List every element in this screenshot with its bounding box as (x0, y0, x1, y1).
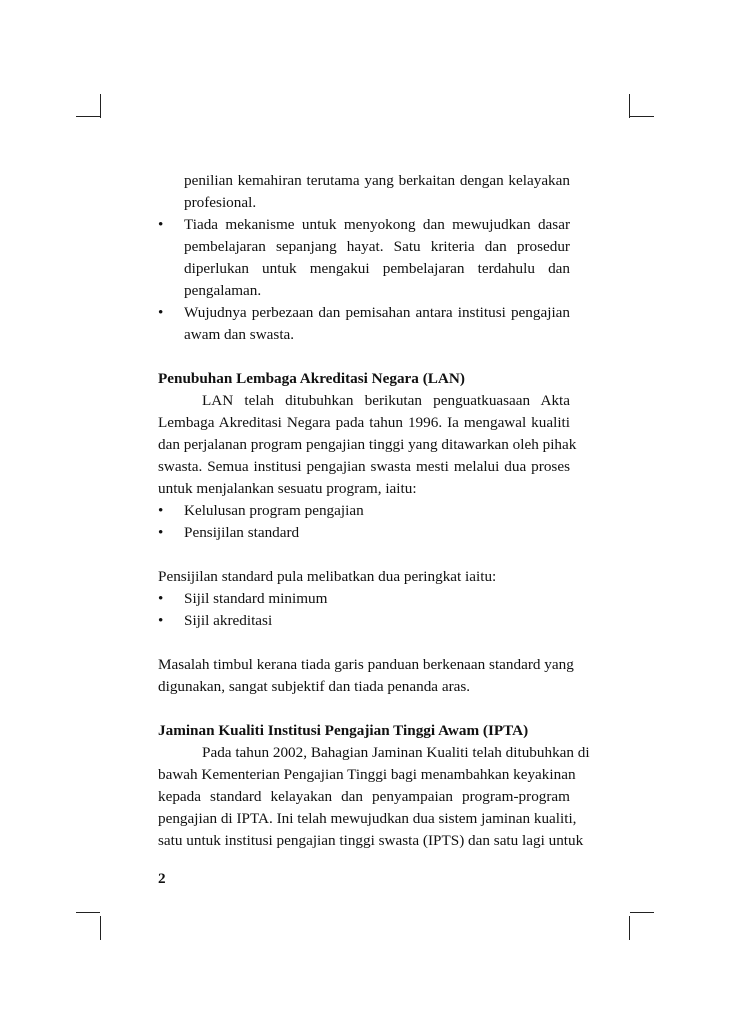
crop-mark-bottom-right-v (629, 916, 630, 940)
bullet-icon: • (158, 502, 164, 519)
list-item-text: Sijil akreditasi (184, 612, 273, 629)
spacer (158, 632, 570, 654)
text-line: Pada tahun 2002, Bahagian Jaminan Kualiti telah ditubuhkan di (202, 744, 590, 761)
section-heading: Jaminan Kualiti Institusi Pengajian Tinggi Awam (IPTA) (158, 722, 529, 739)
spacer (158, 346, 570, 368)
crop-mark-top-left-h (76, 116, 100, 117)
continued-bullet-text (158, 170, 570, 214)
list-item-text: Kelulusan program pengajian (184, 502, 364, 519)
spacer (158, 698, 570, 720)
crop-mark-top-right-h (630, 116, 654, 117)
text-line: pengalaman. (184, 282, 262, 299)
crop-mark-bottom-left-v (100, 916, 101, 940)
text-line: kepada standard kelayakan dan penyampaian program-program (158, 788, 570, 805)
text-line: digunakan, sangat subjektif dan tiada penanda aras. (158, 678, 471, 695)
page-body (158, 170, 590, 852)
list-item-text: Sijil standard minimum (184, 590, 328, 607)
spacer (158, 544, 570, 566)
bullet-icon: • (158, 524, 164, 541)
text-line: satu untuk institusi pengajian tinggi swasta (IPTS) dan satu lagi untuk (158, 832, 584, 849)
text-line: Lembaga Akreditasi Negara pada tahun 1996. Ia mengawal kualiti (158, 414, 570, 431)
list-item (158, 610, 570, 632)
text-line: pengajian di IPTA. Ini telah mewujudkan dua sistem jaminan kualiti, (158, 810, 577, 827)
text-line: bawah Kementerian Pengajian Tinggi bagi menambahkan keyakinan (158, 766, 576, 783)
bullet-icon: • (158, 216, 164, 233)
list-item (158, 302, 570, 346)
crop-mark-top-left-v (100, 94, 101, 118)
text-line: Tiada mekanisme untuk menyokong dan mewujudkan dasar (184, 216, 570, 233)
text-line: Masalah timbul kerana tiada garis panduan berkenaan standard yang (158, 656, 574, 673)
bullet-icon: • (158, 590, 164, 607)
text-line: Pensijilan standard pula melibatkan dua peringkat iaitu: (158, 568, 497, 585)
list-item-text: Pensijilan standard (184, 524, 300, 541)
section-heading: Penubuhan Lembaga Akreditasi Negara (LAN) (158, 370, 465, 387)
text-line: LAN telah ditubuhkan berikutan penguatkuasaan Akta (202, 392, 570, 409)
bullet-icon: • (158, 612, 164, 629)
list-item (158, 214, 570, 302)
text-line: pembelajaran sepanjang hayat. Satu kriteria dan prosedur (184, 238, 570, 255)
list-item (158, 588, 570, 610)
text-line: untuk menjalankan sesuatu program, iaitu: (158, 480, 417, 497)
list-item (158, 522, 570, 544)
page-number: 2 (158, 870, 166, 887)
text-line: penilian kemahiran terutama yang berkaitan dengan kelayakan (184, 172, 570, 189)
text-line: Wujudnya perbezaan dan pemisahan antara institusi pengajian (184, 304, 570, 321)
text-line: diperlukan untuk mengakui pembelajaran terdahulu dan (184, 260, 570, 277)
text-line: awam dan swasta. (184, 326, 295, 343)
crop-mark-top-right-v (629, 94, 630, 118)
bullet-icon: • (158, 304, 164, 321)
crop-mark-bottom-left-h (76, 912, 100, 913)
crop-mark-bottom-right-h (630, 912, 654, 913)
list-item (158, 500, 570, 522)
text-line: swasta. Semua institusi pengajian swasta mesti melalui dua proses (158, 458, 570, 475)
text-line: profesional. (184, 194, 257, 211)
text-line: dan perjalanan program pengajian tinggi yang ditawarkan oleh pihak (158, 436, 577, 453)
